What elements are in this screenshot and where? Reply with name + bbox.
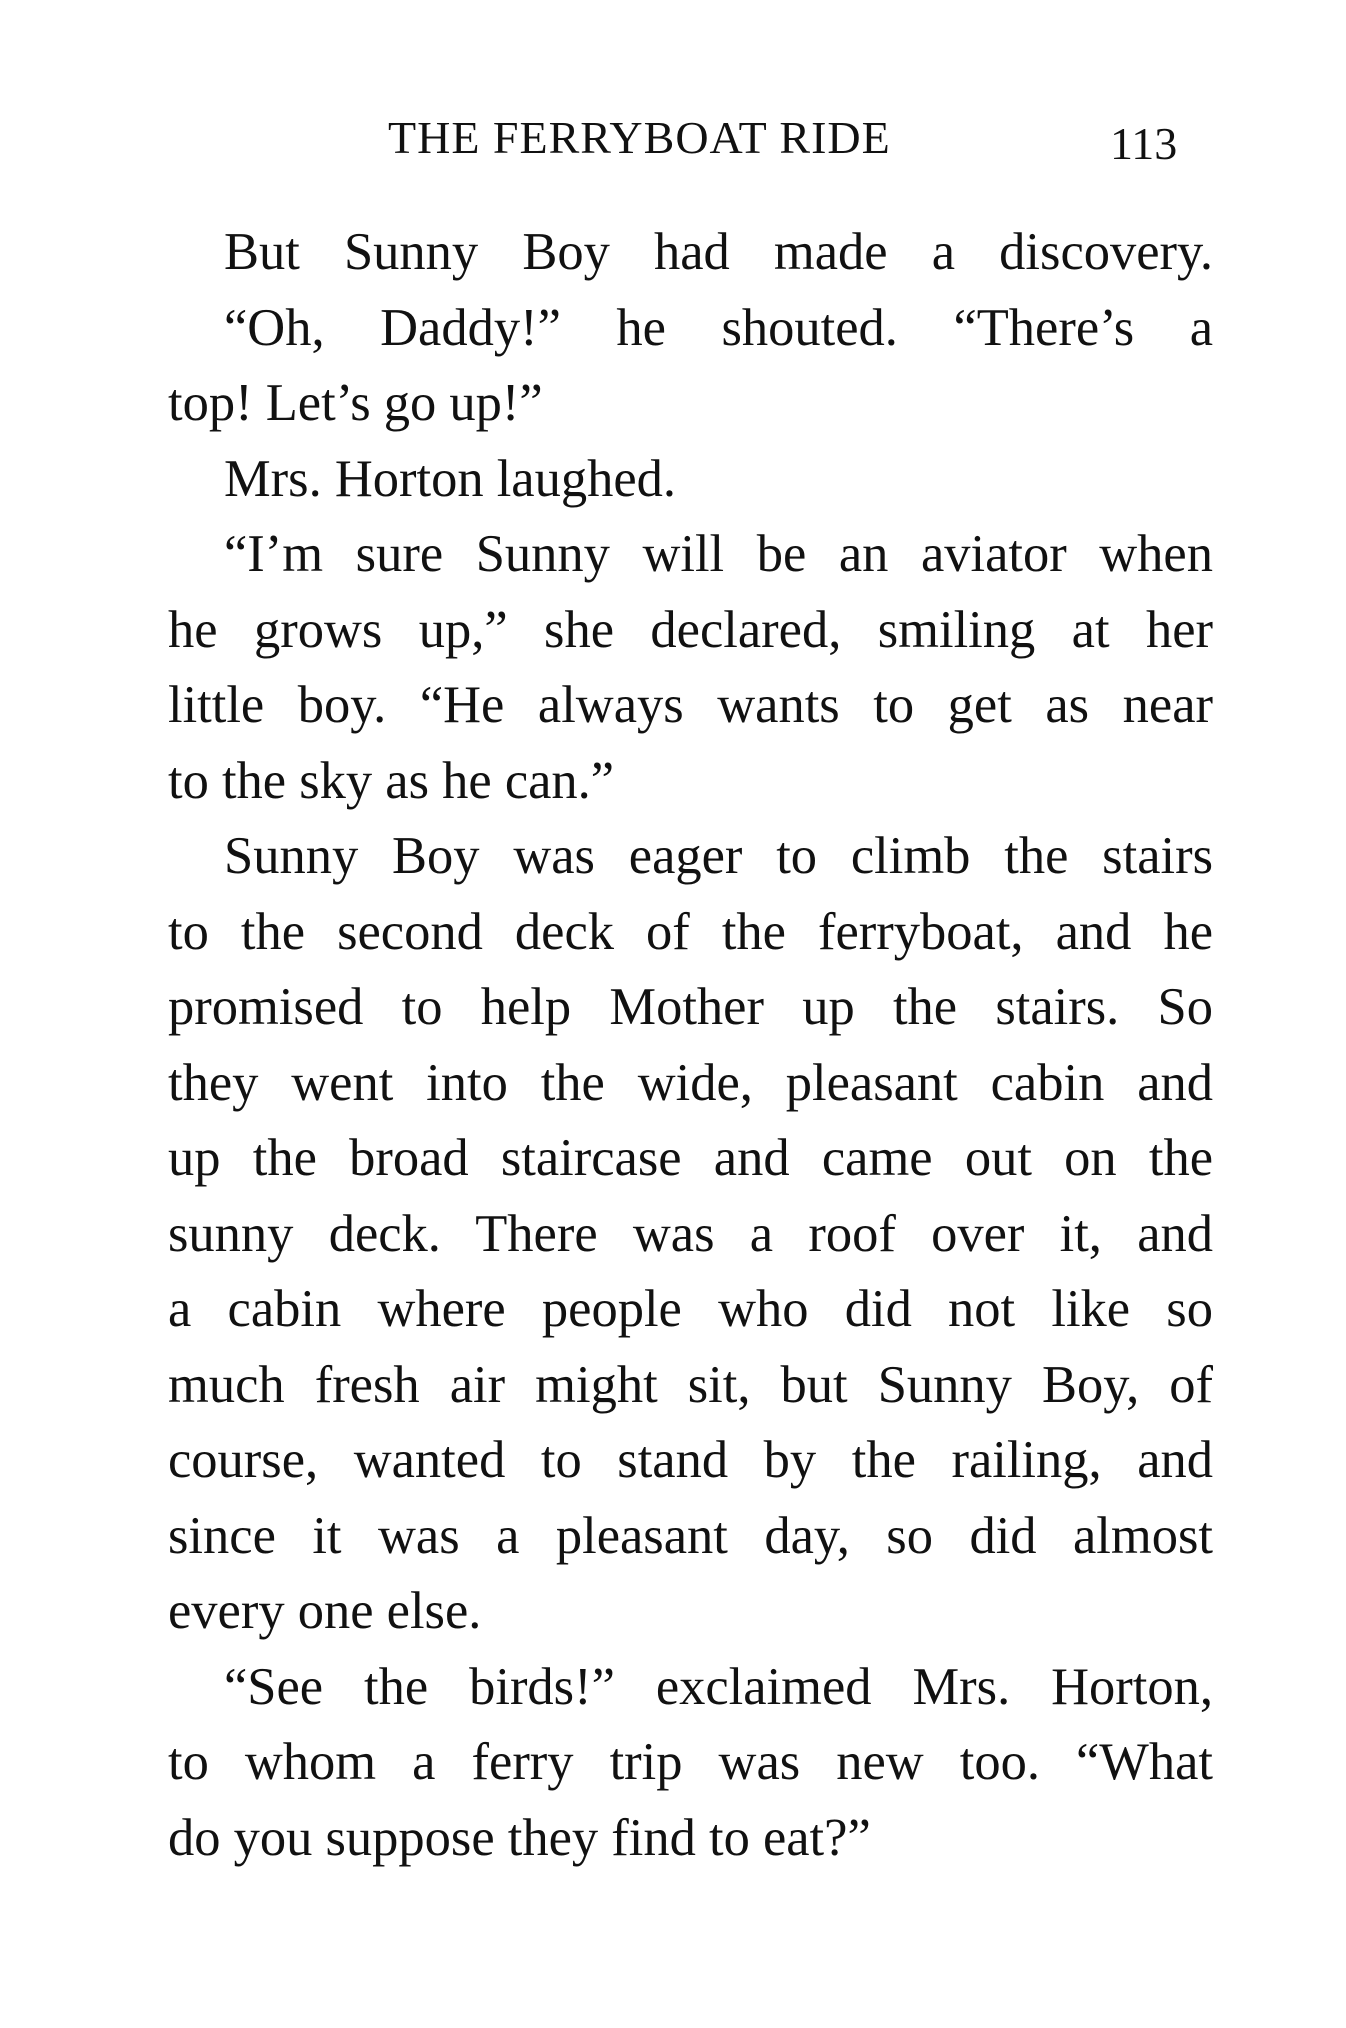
text-line: up the broad staircase and came out on the [168,1129,1213,1187]
text-line: “I’m sure Sunny will be an aviator when [224,525,1213,583]
text-line: Mrs. Horton laughed. [224,449,677,508]
text-line: promised to help Mother up the stairs. So [168,978,1213,1036]
text-line: little boy. “He always wants to get as near [168,676,1213,734]
chapter-title: THE FERRYBOAT RIDE [388,112,891,163]
text-line: to the second deck of the ferryboat, and he [168,902,1213,961]
text-line: do you suppose they find to eat?” [168,1808,871,1867]
text-line: But Sunny Boy had made a discovery. [224,223,1213,281]
text-line: a cabin where people who did not like so [168,1280,1213,1338]
text-line: to the sky as he can.” [168,751,615,810]
text-line: they went into the wide, pleasant cabin and [168,1053,1213,1112]
text-line: he grows up,” she declared, smiling at her [168,600,1213,659]
page-number: 113 [1110,118,1178,169]
text-line: every one else. [168,1582,482,1640]
running-head [0,108,1346,168]
text-line: sunny deck. There was a roof over it, and [168,1204,1213,1263]
body-text [168,215,1213,1876]
text-line: top! Let’s go up!” [168,374,543,432]
text-line: “Oh, Daddy!” he shouted. “There’s a [224,298,1213,357]
text-line: “See the birds!” exclaimed Mrs. Horton, [224,1657,1213,1716]
text-line: to whom a ferry trip was new too. “What [168,1733,1213,1791]
text-line: Sunny Boy was eager to climb the stairs [224,827,1213,885]
text-line: course, wanted to stand by the railing, and [168,1431,1213,1489]
text-line: much fresh air might sit, but Sunny Boy, of [168,1355,1213,1414]
text-line: since it was a pleasant day, so did almost [168,1506,1213,1565]
